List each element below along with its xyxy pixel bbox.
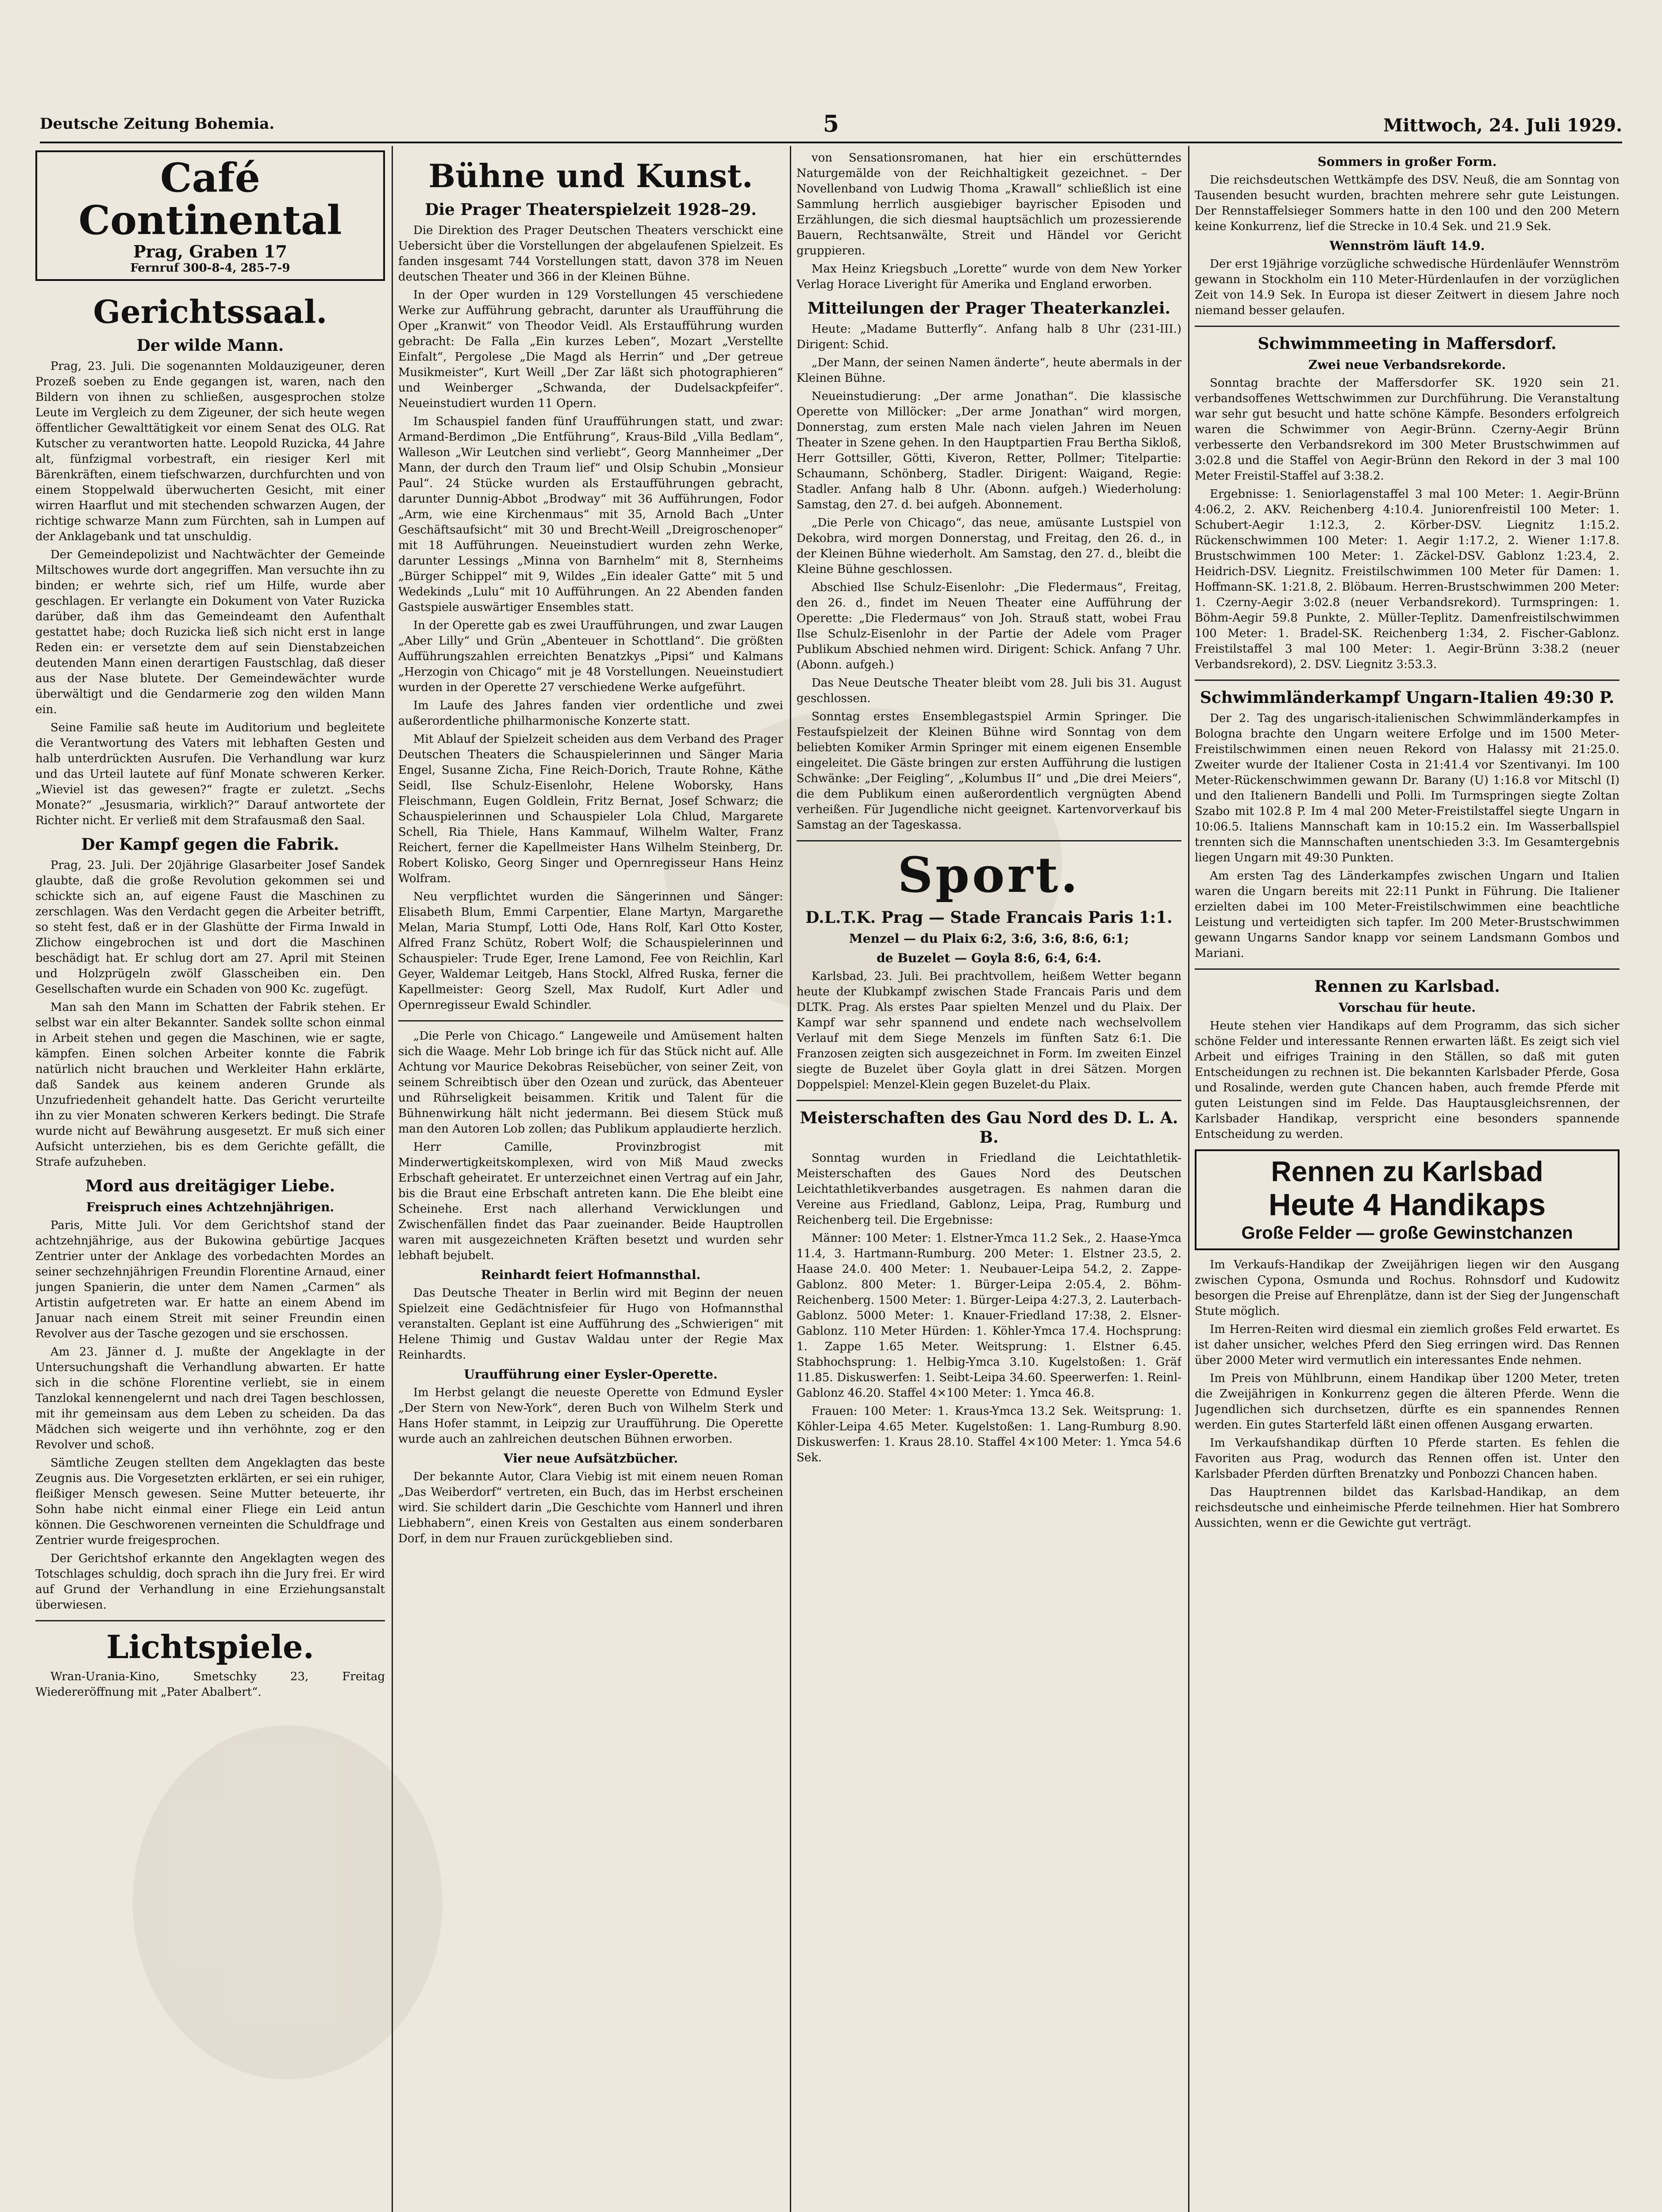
article-text: Karlsbad, 23. Juli. Bei prachtvollem, heißem Wetter begann heute der Klubkampf zwischen Stade Francais Paris und dem DLTK. Prag. Als erstes Paar spielten Menzel und du Plaix. Der Kampf war sehr spannend und endete nach wechselvollem Verlauf mit dem Siege Menzels im fünften Satz 6:1. Die Franzosen zeigten sich ausgezeichnet in Form. Im zweiten Einzel siegte de Buzelet über Goyla glatt in drei Sätzen. Morgen Doppelspiel: Menzel-Klein gegen Buzelet-du Plaix. <box>796 970 1181 1091</box>
cafe-phone: Fernruf 300-8-4, 285-7-9 <box>130 261 290 275</box>
article-subtitle: Freispruch eines Achtzehnjährigen. <box>86 1200 335 1214</box>
notice-text: Sonntag erstes Ensemblegastspiel Armin Springer. Die Festaufspielzeit der Kleinen Bühne wird Sonntag von dem beliebten Komiker Armin Springer mit einem eigenen Ensemble eingeleitet. Die Gäste bringen zur ersten Aufführung die lustigen Schwänke: „Der Feigling“, „Kolumbus II“ und „Die drei Meiers“, die dem Publikum einen außerordentlich vergnügten Abend verheißen. Für Jugendliche nicht geeignet. Kartenvorverkauf bis Samstag an der Tageskassa. <box>796 710 1181 832</box>
article-text: Paris, Mitte Juli. Vor dem Gerichtshof stand der achtzehnjährige, aus der Bukowina gebürtige Jacques Zentrier unter der Anklage des vorbedachten Mordes an seiner sechzehnjährigen Freundin Florentine Arnaud, einer jungen Spanierin, die unter dem Namen „Carmen“ als Artistin aufgetreten war. Er hatte an einem Abend im Januar nach einem Streit mit seiner Freundin einen Revolver aus der Tasche gezogen und sie erschossen. <box>35 1219 385 1340</box>
article-text: Am ersten Tag des Länderkampfes zwischen Ungarn und Italien waren die Ungarn bereits mit 22:11 Punkt in Führung. Die Italiener erzielten dabei im 100 Meter-Freistilschwimmen eine beachtliche Leistung und verteidigten sich tapfer. Im 200 Meter-Brustschwimmen gewann Ungarns Sandor knapp vor seinem Landsmann Gombos und Mariani. <box>1195 869 1620 960</box>
section-title: Gerichtssaal. <box>93 293 327 330</box>
article-text: Sonntag wurden in Friedland die Leichtathletik-Meisterschaften des Gaues Nord des Deutschen Leichtathletikverbandes ausgetragen. Es nahmen daran die Vereine aus Friedland, Gablonz, Leipa, Prag, Rumburg und Reichenberg teil. Die Ergebnisse: <box>796 1152 1181 1227</box>
column-2 <box>398 150 783 2212</box>
article-text: Der erst 19jährige vorzügliche schwedische Hürdenläufer Wennström gewann in Stockholm ein 110 Meter-Hürdenlaufen in der vorzüglichen Zeit von 14.9 Sek. In Europa ist dieser Zeitwert in diesem Jahre noch niemand besser gelaufen. <box>1195 257 1620 317</box>
article-text: Prag, 23. Juli. Der 20jährige Glasarbeiter Josef Sandek glaubte, daß die große Revolution gekommen sei und schickte sich an, auf eigene Faust die Maschinen zu zerschlagen. Was den Verdacht gegen die Arbeiter betrifft, so steht fest, daß er in der Glashütte der Firma Inwald in Zlichow eingebrochen ist und dort die Maschinen beschädigt hat. Er schlug dort am 27. April mit Steinen und Holzprügeln zwölf Glasscheiben ein. Den Gesellschaften wurde ein Schaden von 900 Kc. zugefügt. <box>35 859 385 996</box>
race-advertisement <box>1195 1149 1620 1250</box>
cafe-advertisement <box>35 150 385 281</box>
column-rule <box>1188 146 1189 2212</box>
article-title: Die Prager Theaterspielzeit 1928–29. <box>425 200 757 219</box>
cafe-name: Café Continental <box>78 154 342 244</box>
issue-date: Mittwoch, 24. Juli 1929. <box>1383 115 1622 136</box>
article-text: Im Verkaufshandikap dürften 10 Pferde starten. Es fehlen die Favoriten aus Prag, wodurch das Rennen offen ist. Unter den Karlsbader Pferden dürften Brenatzky und Ponbozzi Chancen haben. <box>1195 1436 1620 1481</box>
article-text: Herr Camille, Provinzbrogist mit Minderwertigkeitskomplexen, wird von Miß Maud zwecks Erbschaft geheiratet. Er unterzeichnet einen Vertrag auf ein Jahr, bis die Braut eine Erbschaft antreten kann. Die Ehe bleibt eine Scheinehe. Erst nach allerhand Verwicklungen und Zwischenfällen findet das Paar zueinander. Beide Hauptrollen waren mit ausgezeichneten Kräften besetzt und wurden sehr lebhaft bejubelt. <box>398 1141 783 1262</box>
divider <box>1195 326 1620 327</box>
cafe-address: Prag, Graben 17 <box>133 242 287 261</box>
article-text: Im Schauspiel fanden fünf Uraufführungen statt, und zwar: Armand-Berdimon „Die Entführung“, Kraus-Bild „Villa Bedlam“, Walleson „Wir Leutchen sind verliebt“, Georg Mannheimer „Der Mann, der durch den Traum lief“ und Olsip Schubin „Monsieur Paul“. 24 Stücke wurden als Erstaufführungen gebracht, darunter Dunnig-Abbot „Brodway“ mit 36 Aufführungen, Fodor „Arm, wie eine Kirchenmaus“ mit 35, Arnold Bach „Unter Geschäftsaufsicht“ mit 30 und Brecht-Weill „Dreigroschenoper“ mit 18 Aufführungen. Neueinstudiert wurden zehn Werke, darunter Lessings „Minna von Barnhelm“ mit 8, Sternheims „Bürger Schippel“ mit 9, Wildes „Ein idealer Gatte“ mit 5 und Wedekinds „Lulu“ mit 10 Aufführungen. An 22 Abenden fanden Gastspiele auswärtiger Ensembles statt. <box>398 415 783 614</box>
section-title: Bühne und Kunst. <box>428 157 753 195</box>
divider <box>796 840 1181 841</box>
article-text: Der Gemeindepolizist und Nachtwächter der Gemeinde Miltschowes wurde dort angegriffen. Man versuchte ihn zu binden; er wehrte sich, rief um Hilfe, wurde aber geschlagen. Er verlangte ein Dokument von Vater Ruzicka darüber, daß ihm das Gemeindeamt den Aufenthalt gestattet habe; doch Ruzicka ließ sich nicht erst in lange Reden ein: er versetzte dem auf sein Dienstabzeichen deutenden Mann einen derartigen Faustschlag, daß dieser aus der Nase blutete. Der Gemeindewächter wurde überwältigt und die Gendarmerie zog den wilden Mann ein. <box>35 548 385 716</box>
article-text: Im Herren-Reiten wird diesmal ein ziemlich großes Feld erwartet. Es ist daher unsicher, welches Pferd den Sieg erringen wird. Das Rennen über 2000 Meter wird vermutlich ein interessantes Ende nehmen. <box>1195 1323 1620 1367</box>
ad-line-1: Rennen zu Karlsbad <box>1271 1156 1543 1187</box>
divider <box>398 1020 783 1022</box>
divider <box>1195 968 1620 970</box>
article-title: Schwimmmeeting in Maffersdorf. <box>1258 334 1557 353</box>
divider <box>1195 680 1620 681</box>
match-scores: de Buzelet — Goyla 8:6, 6:4, 6:4. <box>877 951 1101 965</box>
sport-section-title: Sport. <box>897 846 1081 903</box>
article-text: Heute stehen vier Handikaps auf dem Programm, das sich sicher schöne Felder und interessante Rennen erwarten läßt. Es zeigt sich viel Arbeit und eifriges Training in den Ställen, so daß mit guten Entscheidungen zu rechnen ist. Die bekannten Karlsbader Pferde, Gosa und Rosalinde, werden gute Chancen haben, auch fremde Pferde mit guten Leistungen sind im Felde. Das Hauptausgleichsrennen, der Karlsbader Handikap, verspricht eine besonders spannende Entscheidung zu werden. <box>1195 1019 1620 1141</box>
article-text: Seine Familie saß heute im Auditorium und begleitete die Verantwortung des Vaters mit lebhaften Gesten und halb unterdrückten Ausrufen. Die Verhandlung war kurz und das Urteil lautete auf fünf Monate schweren Kerker. „Wieviel ist das gewesen?“ fragte er zuletzt. „Sechs Monate?“ „Jesusmaria, wirklich?“ Darauf antwortete der Richter nicht. Er verließ mit dem Strafausmaß den Saal. <box>35 721 385 827</box>
article-text: „Die Perle von Chicago.“ Langeweile und Amüsement halten sich die Waage. Mehr Lob bringe ich für das Stück nicht auf. Alle Achtung vor Maurice Dekobras Reisebücher, von seiner Zeit, von seinem Schreibtisch über den Ozean und zurück, das Abenteuer und Rührseligkeit beisammen. Kritik und Talent für die Bühnenwirkung hält nicht jedermann. Bei diesem Stück muß man den Autoren Lob zollen; das Publikum applaudierte herzlich. <box>398 1029 783 1136</box>
page-number: 5 <box>823 111 839 138</box>
article-text: Die reichsdeutschen Wettkämpfe des DSV. Neuß, die am Sonntag von Tausenden besucht wurden, brachten mehrere sehr gute Leistungen. Der Rennstaffelsieger Sommers hatte in den 100 und den 200 Metern keine Konkurrenz, lief die Strecke in 10.4 Sek. und 21.9 Sek. <box>1195 173 1620 233</box>
article-title: Schwimmländerkampf Ungarn-Italien 49:30 P. <box>1200 688 1615 707</box>
notice-text: Neueinstudierung: „Der arme Jonathan“. Die klassische Operette von Millöcker: „Der arme Jonathan“ wird morgen, Donnerstag, zum ersten Male nach vielen Jahren im Neuen Theater in Szene gehen. In den Hauptpartien Frau Bertha Sikloß, Herr Gottsiller, Götti, Kiveron, Retter, Pollmer; Titelpartie: Schaumann, Schönberg, Stadler. Dirigent: Waigand, Regie: Stadler. Anfang halb 8 Uhr. (Abonn. aufgeh.) Wiederholung: Samstag, den 27. d. bei aufgeh. Abonnement. <box>796 390 1181 511</box>
column-1 <box>35 150 385 2212</box>
article-text: In der Oper wurden in 129 Vorstellungen 45 verschiedene Werke zur Aufführung gebracht, darunter als Uraufführung die Oper „Kranwit“ von Theodor Veidl. Als Erstaufführung wurden gebracht: De Falla „Ein kurzes Leben“, Mozart „Verstellte Einfalt“, Pergolese „Die Magd als Herrin“ und „Der getreue Musikmeister“, Kurt Weill „Der Zar läßt sich photographieren“ und Weinberger „Schwanda, der Dudelsackpfeifer“. Neueinstudiert wurden 11 Opern. <box>398 288 783 410</box>
article-text: Im Laufe des Jahres fanden vier ordentliche und zwei außerordentliche philharmonische Konzerte statt. <box>398 699 783 728</box>
article-text: Mit Ablauf der Spielzeit scheiden aus dem Verband des Prager Deutschen Theaters die Schauspielerinnen und Sänger Maria Engel, Susanne Zicha, Fine Reich-Dorich, Traute Rohne, Käthe Seidl, Ilse Schulz-Eisenlohr, Helene Woborsky, Hans Fleischmann, Eugen Goldlein, Fritz Bernat, Josef Schwarz; die Schauspielerinnen und Schauspieler Lola Chlud, Margarete Schell, Ria Thiele, Hans Kammauf, Wilhelm Walter, Franz Reichert, ferner die Kapellmeister Hans Wilhelm Steinberg, Dr. Robert Kolisko, Georg Singer und Opernregisseur Hans Heinz Wolfram. <box>398 733 783 885</box>
results-text: Ergebnisse: 1. Seniorlagenstaffel 3 mal 100 Meter: 1. Aegir-Brünn 4:06.2, 2. AKV. Reichenberg 4:10.4. Juniorenfreistil 100 Meter: 1. Schubert-Aegir 1:12.3, 2. Körber-DSV. Liegnitz 1:15.2. Rückenschwimmen 100 Meter: 1. Aegir 1:17.2, 2. Wiener 1:17.8. Brustschwimmen 100 Meter: 1. Zäckel-DSV. Gablonz 1:23.4, 2. Heidrich-DSV. Liegnitz. Freistilschwimmen 100 Meter für Damen: 1. Hoffmann-SK. 1:21.8, 2. Blöbaum. Herren-Brustschwimmen 200 Meter: 1. Czerny-Aegir 3:02.8 (neuer Verbandsrekord). Turmspringen: 1. Böhm-Aegir 59.8 Punkte, 2. Müller-Teplitz. Damenfreistilschwimmen 100 Meter: 1. Bradel-SK. Reichenberg 1:34, 2. Fischer-Gablonz. Freistilstaffel 3 mal 100 Meter: 1. Aegir-Brünn 3:38.2 (neuer Verbandsrekord), 2. DSV. Liegnitz 3:53.3. <box>1195 488 1620 671</box>
article-text: Der bekannte Autor, Clara Viebig ist mit einem neuen Roman „Das Weiberdorf“ vertreten, ein Buch, das im Herbst erscheinen wird. Sie schildert darin „Die Geschichte vom Hannerl und ihren Liebhabern“, einen Kreis von Gestalten aus einem sonderbaren Dorf, in dem nur Frauen zurückgeblieben sind. <box>398 1470 783 1545</box>
article-text: Sämtliche Zeugen stellten dem Angeklagten das beste Zeugnis aus. Die Vorgesetzten erklärten, er sei ein ruhiger, fleißiger Mensch gewesen. Seine Mutter beteuerte, ihr Sohn habe nicht einmal einer Fliege ein Leid antun können. Die Geschworenen verneinten die Schuldfrage und Zentrier wurde freigesprochen. <box>35 1456 385 1547</box>
ad-line-2: Heute 4 Handikaps <box>1268 1187 1546 1222</box>
article-text: Im Herbst gelangt die neueste Operette von Edmund Eysler „Der Stern von New-York“, deren Buch von Wilhelm Sterk und Hans Hofer stammt, in Leipzig zur Uraufführung. Die Operette wurde auch an zahlreichen deutschen Bühnen erworben. <box>398 1386 783 1446</box>
article-title: Vier neue Aufsätzbücher. <box>503 1451 678 1466</box>
article-text: Prag, 23. Juli. Die sogenannten Moldauzigeuner, deren Prozeß soeben zu Ende gegangen ist, waren, nach den Bildern von ihnen zu schließen, ausgesprochen stolze Leute im Vergleich zu dem Zigeuner, der sich heute wegen öffentlicher Gewalttätigkeit vor einem Senat des OLG. Rat Kutscher zu verantworten hatte. Leopold Ruzicka, 44 Jahre alt, fünfzigmal vorbestraft, ein riesiger Kerl mit Bärenkräften, einem tiefschwarzen, durchfurchten und von einem Stoppelwald überwucherten Gesicht, mit einer wirren Haarflut und mit stechenden schwarzen Augen, der richtige schwarze Mann zum Fürchten, sah in Lumpen auf der Anklagebank und tat unschuldig. <box>35 360 385 543</box>
notice-text: Heute: „Madame Butterfly“. Anfang halb 8 Uhr (231-III.) Dirigent: Schid. <box>796 323 1181 351</box>
article-subtitle: Zwei neue Verbandsrekorde. <box>1308 357 1506 372</box>
article-title: Der wilde Mann. <box>136 336 284 355</box>
article-text: Das Deutsche Theater in Berlin wird mit Beginn der neuen Spielzeit eine Gedächtnisfeier für Hugo von Hofmannsthal veranstalten. Geplant ist eine Aufführung des „Schwierigen“ mit Helene Thimig und Gustav Waldau unter der Regie Max Reinhardts. <box>398 1286 783 1362</box>
cinema-notice: Wran-Urania-Kino, Smetschky 23, Freitag Wiedereröffnung mit „Pater Abalbert“. <box>35 1670 385 1699</box>
article-text: Das Hauptrennen bildet das Karlsbad-Handikap, an dem reichsdeutsche und einheimische Pferde teilnehmen. Hier hat Sombrero Aussichten, wenn er die Gewichte gut verträgt. <box>1195 1486 1620 1530</box>
article-title: Meisterschaften des Gau Nord des D. L. A. B. <box>800 1109 1178 1147</box>
article-text: Sonntag brachte der Maffersdorfer SK. 1920 sein 21. verbandsoffenes Wettschwimmen zur Durchführung. Die Veranstaltung war sehr gut besucht und hatte schöne Kämpfe. Besonders erfolgreich waren die Schwimmer von Aegir-Brünn. Czerny-Aegir Brünn verbesserte den Verbandsrekord im 300 Meter Brustschwimmen auf 3:02.8 und die Staffel von Aegir-Brünn den Rekord in der 3 mal 100 Meter Freistil-Staffel auf 3:38.2. <box>1195 376 1620 483</box>
article-title: Rennen zu Karlsbad. <box>1314 977 1500 996</box>
article-text: Am 23. Jänner d. J. mußte der Angeklagte in der Untersuchungshaft die Verhandlung abwarten. Er hatte sich in die schöne Florentine verliebt, sie in einem Tanzlokal kennengelernt und nach drei Tagen beschlossen, mit ihr gemeinsam aus dem Leben zu scheiden. Da das Mädchen sich weigerte und ihn verhöhnte, zog er den Revolver und schoß. <box>35 1345 385 1452</box>
section-title: Mitteilungen der Prager Theaterkanzlei. <box>807 299 1171 318</box>
running-header <box>40 111 1622 143</box>
article-text: Neu verpflichtet wurden die Sängerinnen und Sänger: Elisabeth Blum, Emmi Carpentier, Elane Martyn, Margarethe Melan, Maria Stumpf, Lotti Ode, Hans Rolf, Karl Otto Koster, Alfred Franz Schütz, Robert Wolf; die Schauspielerinnen und Schauspieler: Trude Eger, Irene Lamond, Fee von Reichlin, Karl Geyer, Waldemar Leitgeb, Hans Stockl, Alfred Ruska, ferner die Kapellmeister: Georg Szell, Max Rudolf, Kurt Adler und Opernregisseur Ewald Schindler. <box>398 890 783 1012</box>
article-text: Im Verkaufs-Handikap der Zweijährigen liegen wir den Ausgang zwischen Cypona, Osmunda und Rochus. Rohnsdorf und Kudowitz besorgen die Preise auf Ehrenplätze, dann ist der Sieg der Jungenschaft Stute möglich. <box>1195 1258 1620 1318</box>
results-text: Männer: 100 Meter: 1. Elstner-Ymca 11.2 Sek., 2. Haase-Ymca 11.4, 3. Hartmann-Rumburg. 200 Meter: 1. Elstner 23.5, 2. Haase 24.0. 400 Meter: 1. Neubauer-Leipa 54.2, 2. Zappe-Gablonz. 800 Meter: 1. Bürger-Leipa 2:05.4, 2. Böhm-Reichenberg. 1500 Meter: 1. Bürger-Leipa 4:27.3, 2. Lauterbach-Gablonz. 5000 Meter: 1. Knauer-Friedland 17:38, 2. Elsner-Gablonz. 110 Meter Hürden: 1. Köhler-Ymca 17.4. Hochsprung: 1. Zappe 1.65 Meter. Weitsprung: 1. Elstner 6.45. Stabhochsprung: 1. Helbig-Ymca 3.10. Kugelstoßen: 1. Gräf 11.85. Diskuswerfen: 1. Seibt-Leipa 34.60. Speerwerfen: 1. Reinl-Gablonz 46.20. Staffel 4×100 Meter: 1. Ymca 46.8. <box>796 1232 1181 1400</box>
notice-text: Das Neue Deutsche Theater bleibt vom 28. Juli bis 31. August geschlossen. <box>796 676 1181 705</box>
article-title: Uraufführung einer Eysler-Operette. <box>464 1367 718 1382</box>
article-text: Der Gerichtshof erkannte den Angeklagten wegen des Totschlages schuldig, doch sprach ihn die Jury frei. Er wird auf Grund der Verhandlung in eine Erziehungsanstalt überwiesen. <box>35 1552 385 1612</box>
match-headline: D.L.T.K. Prag — Stade Francais Paris 1:1. <box>805 908 1173 927</box>
article-title: Reinhardt feiert Hofmannsthal. <box>481 1267 701 1282</box>
match-scores: Menzel — du Plaix 6:2, 3:6, 3:6, 8:6, 6:1; <box>849 931 1129 946</box>
column-4 <box>1195 150 1620 2212</box>
column-rule <box>392 146 393 2212</box>
article-text: Die Direktion des Prager Deutschen Theaters verschickt eine Uebersicht über die Vorstellungen der abgelaufenen Spielzeit. Es fanden insgesamt 744 Vorstellungen statt, davon 378 im Neuen deutschen Theater und 366 in der Kleinen Bühne. <box>398 224 783 284</box>
article-text: Der 2. Tag des ungarisch-italienischen Schwimmländerkampfes in Bologna brachte den Ungarn weitere Erfolge und im 1500 Meter-Freistilschwimmen einen neuen Rekord von Halassy mit 21:25.0. Zweiter wurde der Italiener Costa in 21:41.4 vor Szentivanyi. Im 100 Meter-Rückenschwimmen gewann Dr. Barany (U) 1:16.8 vor Mitschl (I) und den Italienern Bandelli und Polli. Im Turmspringen siegte Zoltan Szabo mit 102.8 P. Im 4 mal 200 Meter-Freistilstaffel siegte Ungarn in 10:06.5. Italiens Mannschaft kam in 10:15.2 ein. Im Wasserballspiel trennten sich die Mannschaften unentschieden 3:3. Im Gesamtergebnis liegen Ungarn mit 49:30 Punkten. <box>1195 712 1620 864</box>
article-title: Der Kampf gegen die Fabrik. <box>81 835 339 854</box>
article-text: Max Heinz Kriegsbuch „Lorette“ wurde von dem New Yorker Verlag Horace Liveright für Amerika und England erworben. <box>796 262 1181 291</box>
section-title: Lichtspiele. <box>106 1628 314 1666</box>
article-title: Mord aus dreitägiger Liebe. <box>85 1177 335 1195</box>
article-title: Wennström läuft 14.9. <box>1329 238 1485 253</box>
results-text: Frauen: 100 Meter: 1. Kraus-Ymca 13.2 Sek. Weitsprung: 1. Köhler-Leipa 4.65 Meter. Kugelstoßen: 1. Lang-Rumburg 8.90. Diskuswerfen: 1. Kraus 28.10. Staffel 4×100 Meter: 1. Ymca 54.6 Sek. <box>796 1405 1181 1464</box>
divider <box>796 1100 1181 1101</box>
article-title: Sommers in großer Form. <box>1317 154 1497 169</box>
article-text: Man sah den Mann im Schatten der Fabrik stehen. Er selbst war ein alter Bekannter. Sandek sollte schon einmal in Arbeit stehen und gegen die Maschinen, wie er sagte, kämpfen. Einen solchen Arbeiter konnte die Fabrik natürlich nicht brauchen und Werkleiter Hahn erklärte, daß Sandek aus keinem anderen Grunde als Unzufriedenheit gehandelt hatte. Das Gericht verurteilte ihn zu vier Monaten schweren Kerkers bedingt. Die Strafe wurde nicht auf Bewährung ausgesetzt. Er muß sich einer Aufsicht unterziehen, bis es dem Gerichte gefällt, die Strafe aufzuheben. <box>35 1001 385 1169</box>
article-text: In der Operette gab es zwei Uraufführungen, und zwar Laugen „Aber Lilly“ und Grün „Abenteuer in Schottland“. Die größten Aufführungszahlen erreichten Benatzkys „Pipsi“ und Kalmans „Herzogin von Chicago“ mit je 48 Vorstellungen. Neueinstudiert wurden in der Operette 27 verschiedene Werke aufgeführt. <box>398 619 783 694</box>
notice-text: „Die Perle von Chicago“, das neue, amüsante Lustspiel von Dekobra, wird morgen Donnerstag, und Freitag, den 26. d., in der Kleinen Bühne wiederholt. Am Samstag, den 27. d., bleibt die Kleine Bühne geschlossen. <box>796 516 1181 576</box>
article-subtitle: Vorschau für heute. <box>1339 1000 1476 1015</box>
divider <box>35 1620 385 1621</box>
ad-line-3: Große Felder — große Gewinstchanzen <box>1241 1223 1573 1243</box>
article-text: Im Preis von Mühlbrunn, einem Handikap über 1200 Meter, treten die Zweijährigen in Konkurrenz gegen die älteren Pferde. Wenn die Jugendlichen sich durchsetzen, dürfte es ein spannendes Rennen werden. Ein gutes Starterfeld läßt einen offenen Ausgang erwarten. <box>1195 1372 1620 1432</box>
column-rule <box>790 146 791 2212</box>
notice-text: Abschied Ilse Schulz-Eisenlohr: „Die Fledermaus“, Freitag, den 26. d., findet im Neuen Theater eine Aufführung der Operette: „Die Fledermaus“ von Joh. Strauß statt, wobei Frau Ilse Schulz-Eisenlohr in der Partie der Adele vom Prager Publikum Abschied nehmen wird. Dirigent: Schick. Anfang 7 Uhr. (Abonn. aufgeh.) <box>796 581 1181 672</box>
notice-text: „Der Mann, der seinen Namen änderte“, heute abermals in der Kleinen Bühne. <box>796 356 1181 385</box>
article-text: von Sensationsromanen, hat hier ein erschütterndes Naturgemälde von der Reichhaltigkeit gezeichnet. – Der Novellenband von Ludwig Thoma „Krawall“ schließlich ist eine Sammlung herrlich ausgiebiger bayrischer Episoden und Erzählungen, die sich diesmal hauptsächlich um prozessierende Bauern, Rechtsanwälte, Streit und Händel vor Gericht gruppieren. <box>796 151 1181 257</box>
column-3 <box>796 150 1181 2212</box>
paper-name: Deutsche Zeitung Bohemia. <box>40 115 275 133</box>
